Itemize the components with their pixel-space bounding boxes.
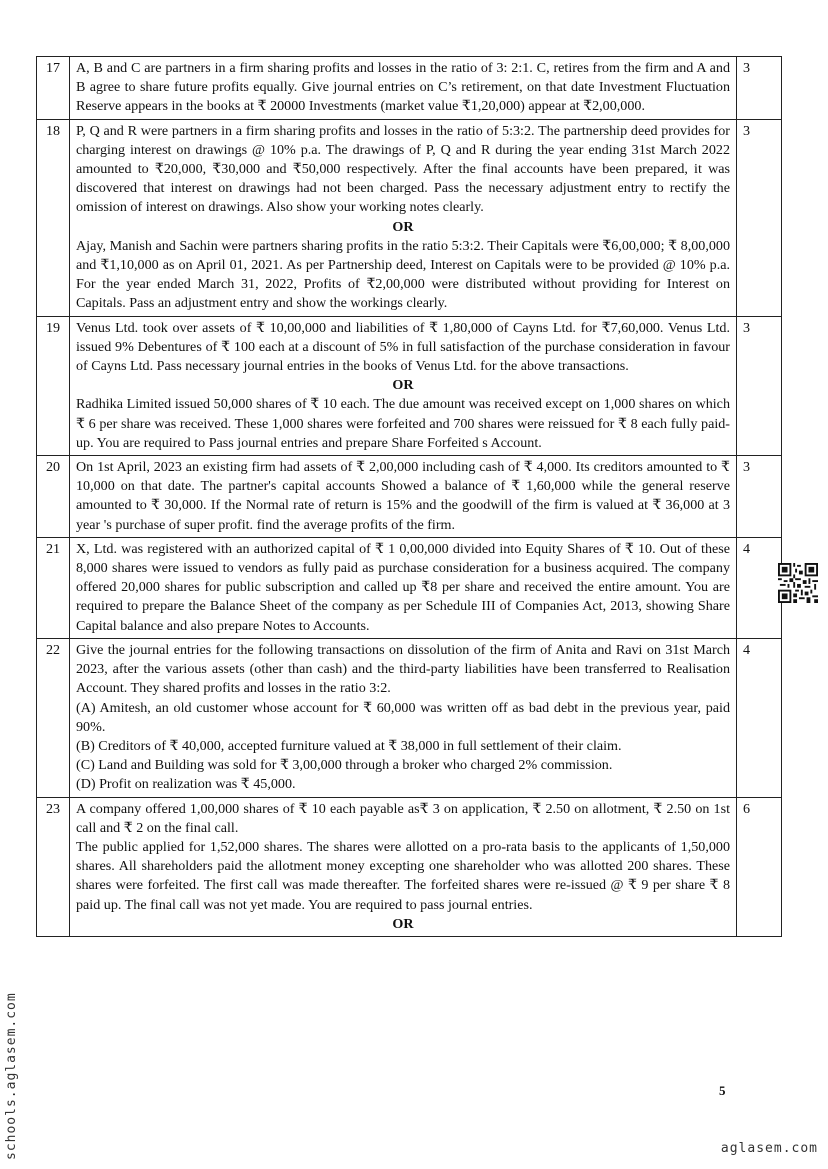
question-paragraph: X, Ltd. was registered with an authorized capital of ₹ 1 0,00,000 divided into Equity Shares of ₹ 10. Out of these 8,000 shares were issued to vendors as fully paid as purchase consideration for a business acquired. The company offered 20,000 shares for public subscription and called up ₹8 per share and received the entire amount. You are required to prepare the Balance Sheet of the company as per Schedule III of Companies Act, 2013, showing Share Capital balance and also prepare Notes to Accounts. [76,540,730,634]
question-marks: 3 [737,119,782,316]
question-text-cell [70,119,737,316]
or-separator: OR [392,377,414,394]
question-number: 23 [37,797,70,936]
question-paragraph: Give the journal entries for the following transactions on dissolution of the firm of Anita and Ravi on 31st March 2023, after the various assets (other than cash) and the third-party liabilities have been transferred to Realisation Account. They shared profits and losses in the ratio 3:2. [76,641,730,697]
question-paragraph: A, B and C are partners in a firm sharing profits and losses in the ratio of 3: 2:1. C, retires from the firm and A and B agree to share future profits equally. Give journal entries on C’s retirement, on that date Investment Fluctuation Reserve appears in the books at ₹ 20000 Investments (market value ₹1,20,000) appear at ₹2,00,000. [76,60,730,115]
question-paragraph: (C) Land and Building was sold for ₹ 3,00,000 through a broker who charged 2% commission. [76,757,613,774]
question-row [37,797,782,936]
question-text-cell [70,57,737,120]
question-paragraph: (A) Amitesh, an old customer whose account for ₹ 60,000 was written off as bad debt in the previous year, paid 90%. [76,699,730,735]
question-paragraph: Ajay, Manish and Sachin were partners sharing profits in the ratio 5:3:2. Their Capitals were ₹6,00,000; ₹ 8,00,000 and ₹1,10,000 as on April 01, 2021. As per Partnership deed, Interest on Capitals were to be provided @ 10% p.a. For the year ended March 31, 2022, Profits of ₹2,00,000 were distributed without providing for Interest on Capitals. Pass an adjustment entry and show the workings clearly. [76,237,730,312]
question-marks: 3 [737,316,782,455]
question-row [37,316,782,455]
question-paragraph: On 1st April, 2023 an existing firm had assets of ₹ 2,00,000 including cash of ₹ 4,000. Its creditors amounted to ₹ 10,000 on that date. The partner's capital accounts Showed a balance of ₹ 1,60,000 while the general reserve amounted to ₹ 30,000. If the Normal rate of return is 15% and the goodwill of the firm is valued at ₹ 36,000 at 3 year 's purchase of super profit. find the average profits of the firm. [76,459,730,533]
question-number: 20 [37,456,70,538]
question-number: 17 [37,57,70,120]
question-text-cell [70,537,737,638]
or-separator: OR [392,915,414,932]
question-number: 19 [37,316,70,455]
question-paragraph: P, Q and R were partners in a firm sharing profits and losses in the ratio of 5:3:2. The partnership deed provides for charging interest on drawings @ 10% p.a. The drawings of P, Q and R during the year ending 31st March 2022 amounted to ₹20,000, ₹30,000 and ₹50,000 respectively. After the final accounts have been prepared, it was discovered that interest on drawings had not been charged. Pass the necessary adjustment entry to rectify the omission of interest on drawings. Also show your working notes clearly. [76,122,730,216]
question-text-cell [70,797,737,936]
question-row [37,119,782,316]
question-text-cell [70,638,737,797]
question-paragraph: A company offered 1,00,000 shares of ₹ 10 each payable as₹ 3 on application, ₹ 2.50 on allotment, ₹ 2.50 on 1st call and ₹ 2 on the final call. [76,800,730,836]
question-paragraph: Radhika Limited issued 50,000 shares of ₹ 10 each. The due amount was received except on 1,000 shares on which ₹ 6 per share was received. These 1,000 shares were forfeited and 700 shares were reissued for ₹ 8 each fully paid-up. You are required to Pass journal entries and prepare Share Forfeited s Account. [76,396,730,451]
questions-table [36,56,782,937]
question-paragraph: Venus Ltd. took over assets of ₹ 10,00,000 and liabilities of ₹ 1,80,000 of Cayns Ltd. for ₹7,60,000. Venus Ltd. issued 9% Debentures of ₹ 100 each at a discount of 5% in full satisfaction of the purchase consideration in favour of Cayns Ltd. Pass necessary journal entries in the books of Venus Ltd. for the above transactions. [76,319,730,375]
side-watermark: schools.aglasem.com [4,992,19,1160]
question-marks: 4 [737,537,782,638]
questions-table-body [37,57,782,937]
question-marks: 4 [737,638,782,797]
qr-code-icon [778,563,818,603]
question-marks: 3 [737,456,782,538]
question-paragraph: The public applied for 1,52,000 shares. The shares were allotted on a pro-rata basis to the applicants of 1,50,000 shares. All shareholders paid the allotment money excepting one shareholder who was allotted 200 shares. These shares were forfeited. The first call was made thereafter. The forfeited shares were re-issued @ ₹ 9 per share ₹ 8 paid up. The final call was not yet made. You are required to pass journal entries. [76,838,730,913]
question-row [37,456,782,538]
page-number: 5 [719,1083,726,1098]
question-row [37,57,782,120]
question-text-cell [70,456,737,538]
question-marks: 6 [737,797,782,936]
question-paragraph: (D) Profit on realization was ₹ 45,000. [76,776,296,793]
question-row [37,638,782,797]
question-number: 22 [37,638,70,797]
question-number: 18 [37,119,70,316]
question-paragraph: (B) Creditors of ₹ 40,000, accepted furniture valued at ₹ 38,000 in full settlement of their claim. [76,737,622,754]
question-marks: 3 [737,57,782,120]
or-separator: OR [392,218,414,235]
question-row [37,537,782,638]
question-number: 21 [37,537,70,638]
bottom-watermark: aglasem.com [720,1141,818,1156]
question-text-cell [70,316,737,455]
